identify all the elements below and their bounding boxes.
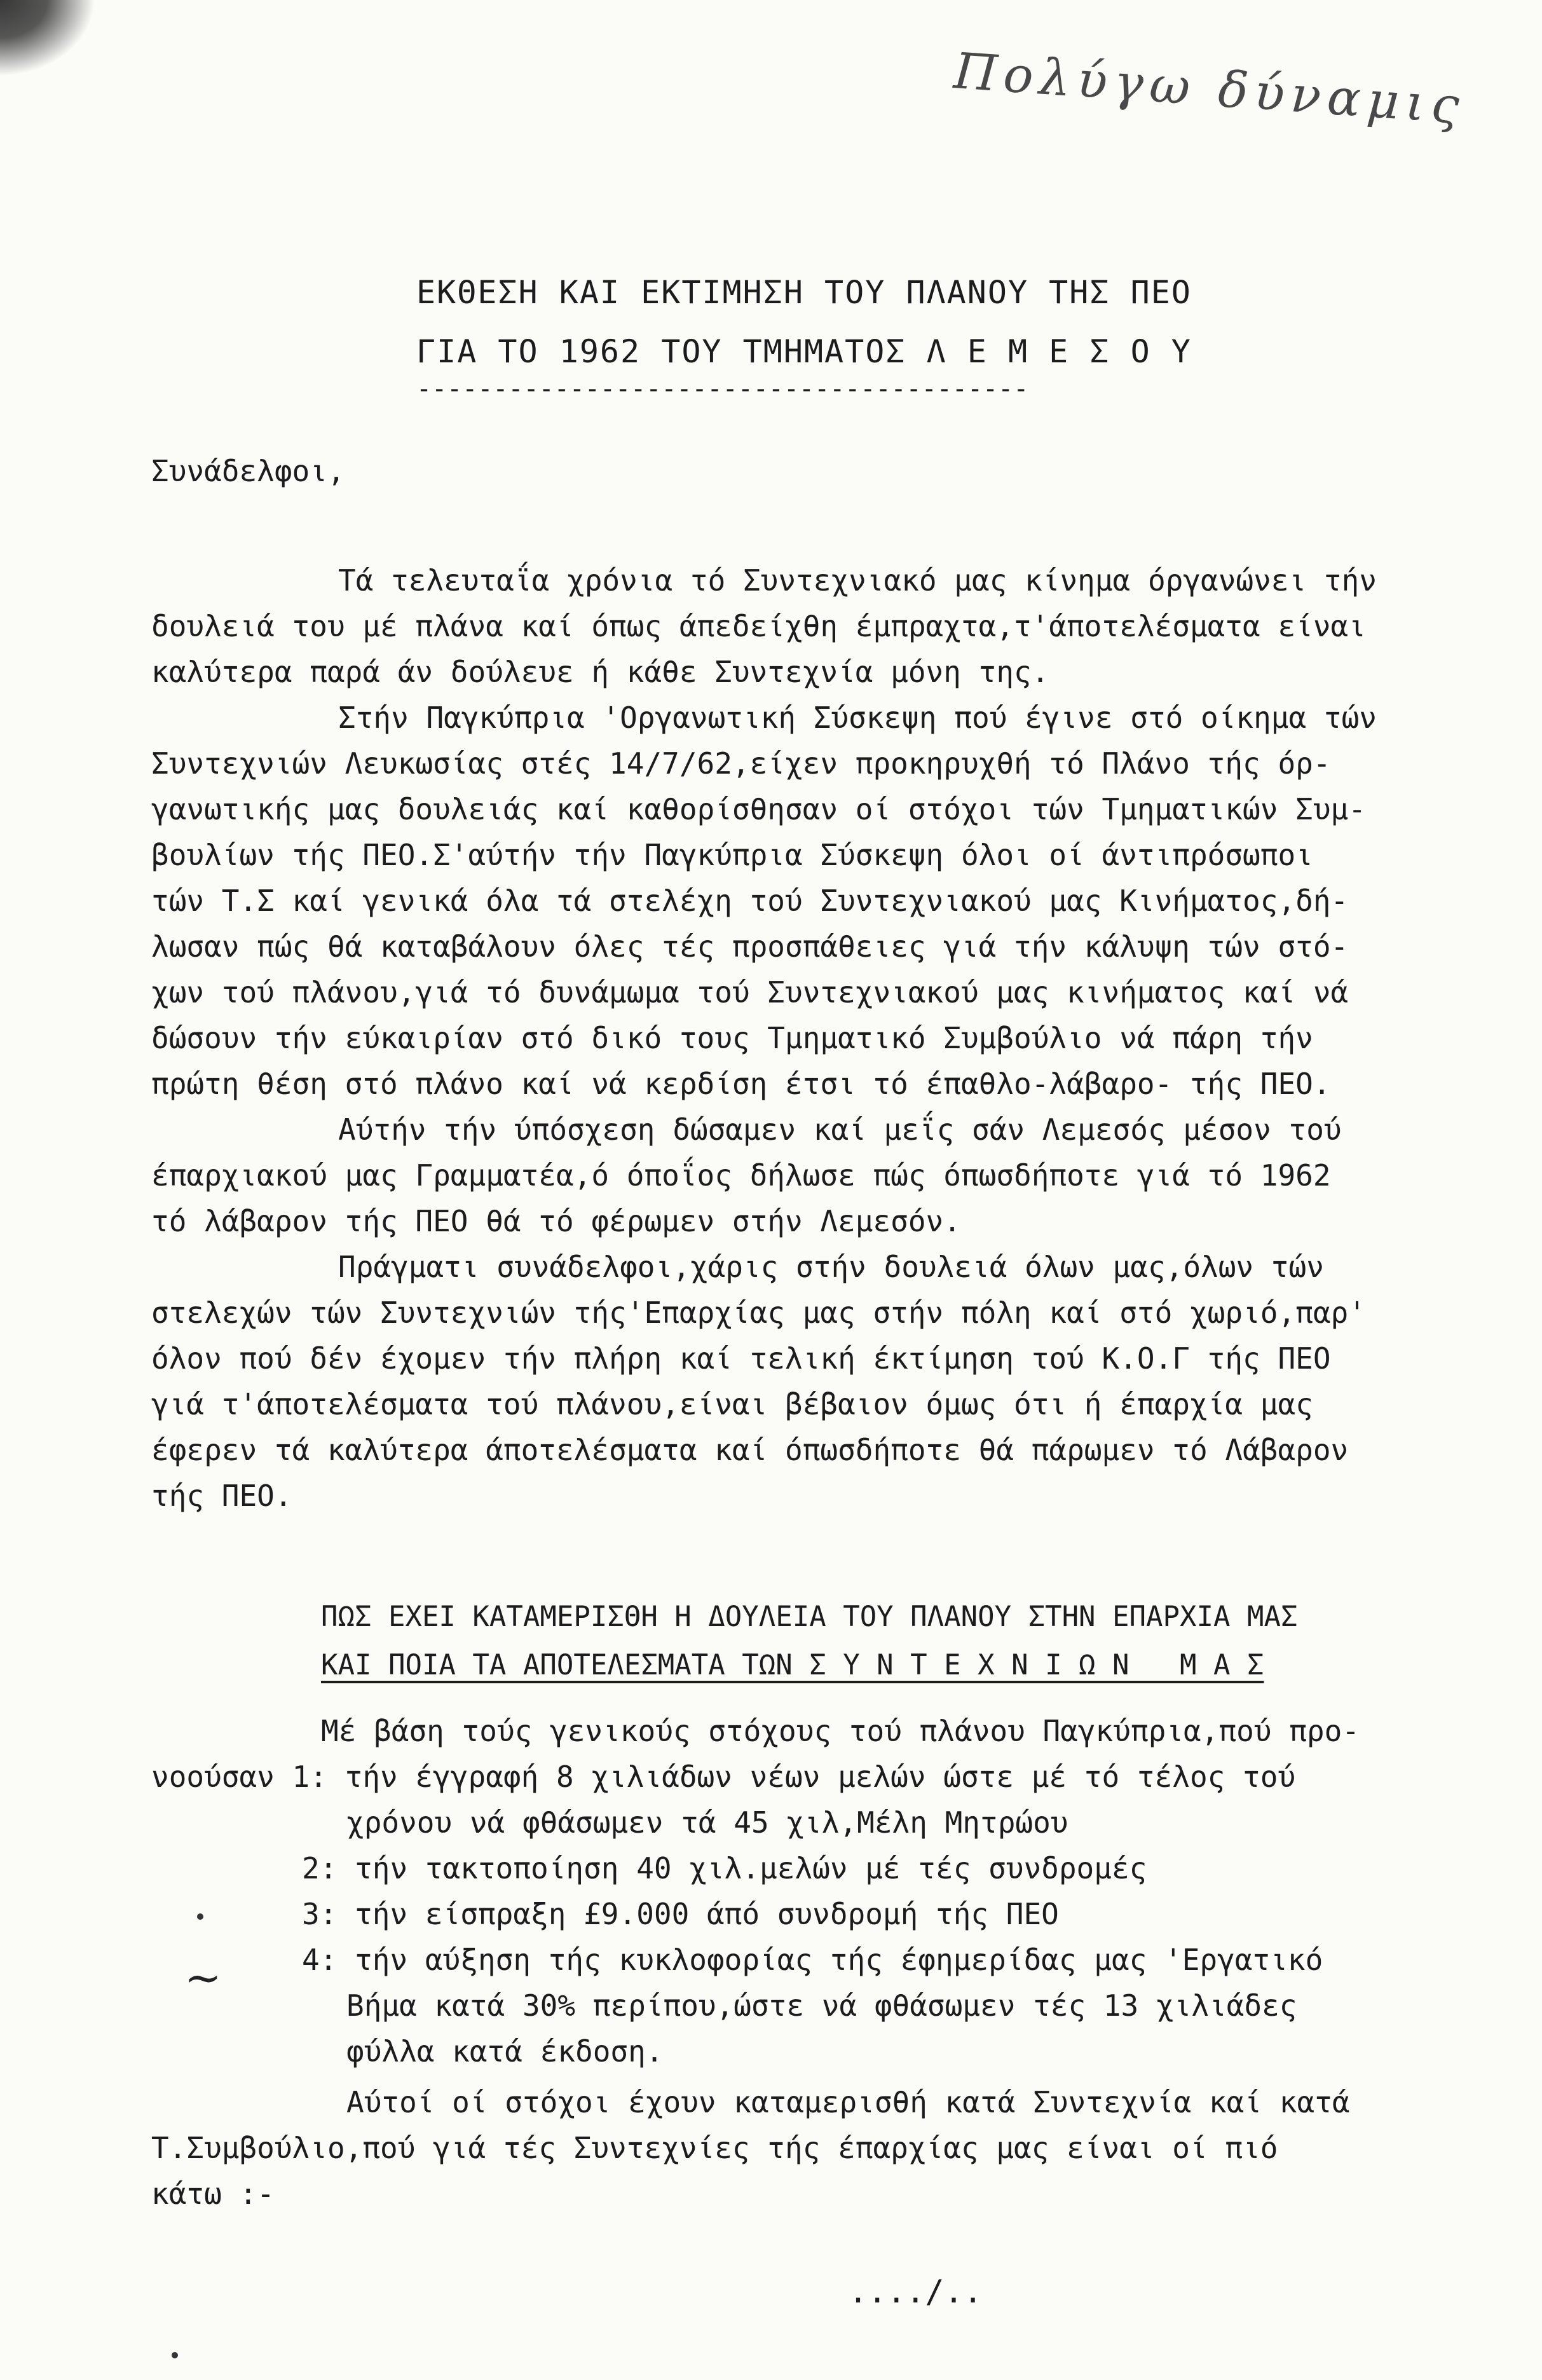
body1-line: πρώτη θέση στό πλάνο καί νά κερδίση έτσι τό έπαθλο-λάβαρο- τής ΠΕΟ. [151,1067,1331,1101]
body1-line: χων τού πλάνου,γιά τό δυνάμωμα τού Συντεχνιακού μας κινήματος καί νά [151,975,1349,1009]
section-heading-line-2: ΚΑΙ ΠΟΙΑ ΤΑ ΑΠΟΤΕΛΕΣΜΑΤΑ ΤΩΝ Σ Υ Ν Τ Ε Χ Ν Ι Ω Ν Μ Α Σ [321,1649,1264,1681]
body1-line: γανωτικής μας δουλειάς καί καθορίσθησαν οί στόχοι τών Τμηματικών Συμ- [151,792,1366,826]
ink-dot [197,1913,203,1920]
body1-line: λωσαν πώς θά καταβάλουν όλες τές προσπάθειες γιά τήν κάλυψη τών στό- [151,929,1349,964]
title-line-2: ΓΙΑ ΤΟ 1962 ΤΟΥ ΤΜΗΜΑΤΟΣ Λ Ε Μ Ε Σ Ο Υ [416,333,1192,370]
body2-line: χρόνου νά φθάσωμεν τά 45 χιλ,Μέλη Μητρώου [346,1805,1068,1840]
title-line-1: ΕΚΘΕΣΗ ΚΑΙ ΕΚΤΙΜΗΣΗ ΤΟΥ ΠΛΑΝΟΥ ΤΗΣ ΠΕΟ [416,274,1192,311]
body2-line: κάτω :- [151,2177,275,2211]
body1-line: Πράγματι συνάδελφοι,χάρις στήν δουλειά όλων μας,όλων τών [338,1250,1324,1284]
body2-line: Μέ βάση τούς γενικούς στόχους τού πλάνου Παγκύπρια,πού προ- [321,1714,1360,1748]
body1-line: Τά τελευταΐα χρόνια τό Συντεχνιακό μας κίνημα όργανώνει τήν [338,563,1377,598]
body2-line: 2: τήν τακτοποίηση 40 χιλ.μελών μέ τές συνδρομές [302,1851,1147,1885]
body1-line: τό λάβαρον τής ΠΕΟ θά τό φέρωμεν στήν Λεμεσόν. [151,1204,961,1238]
body1-line: όλον πού δέν έχομεν τήν πλήρη καί τελική έκτίμηση τού Κ.Ο.Γ τής ΠΕΟ [151,1341,1331,1376]
body1-line: στελεχών τών Συντεχνιών τής'Επαρχίας μας στήν πόλη καί στό χωριό,παρ' [151,1296,1366,1330]
body1-line: τών Τ.Σ καί γενικά όλα τά στελέχη τού Συντεχνιακού μας Κινήματος,δή- [151,884,1349,918]
body1-line: δώσουν τήν εύκαιρίαν στό δικό τους Τμηματικό Συμβούλιο νά πάρη τήν [151,1021,1313,1055]
body1-line: δουλειά του μέ πλάνα καί όπως άπεδείχθη έμπραχτα,τ'άποτελέσματα είναι [151,609,1366,643]
handwritten-note: Πολύγω δύναμις [952,42,1468,136]
body2-line: Τ.Συμβούλιο,πού γιά τές Συντεχνίες τής έπαρχίας μας είναι οί πιό [151,2131,1278,2165]
body1-line: καλύτερα παρά άν δούλευε ή κάθε Συντεχνία μόνη της. [151,655,1049,689]
body2-line: Βήμα κατά 30% περίπου,ώστε νά φθάσωμεν τές 13 χιλιάδες [346,1988,1297,2023]
body1-line: Στήν Παγκύπρια 'Οργανωτική Σύσκεψη πού έγινε στό οίκημα τών [338,701,1377,735]
margin-mark: ~ [184,1952,222,2004]
body1-line: βουλίων τής ΠΕΟ.Σ'αύτήν τήν Παγκύπρια Σύσκεψη όλοι οί άντιπρόσωποι [151,838,1313,872]
salutation: Συνάδελφοι, [151,454,345,488]
body2-line: νοούσαν 1: τήν έγγραφή 8 χιλιάδων νέων μελών ώστε μέ τό τέλος τού [151,1760,1296,1794]
title-rule: ---------------------------------------- [416,374,1029,404]
body1-line: έπαρχιακού μας Γραμματέα,ό όποΐος δήλωσε πώς όπωσδήποτε γιά τό 1962 [151,1158,1331,1193]
body2-line: 3: τήν είσπραξη £9.000 άπό συνδρομή τής ΠΕΟ [302,1897,1059,1931]
body1-line: Αύτήν τήν ύπόσχεση δώσαμεν καί μεΐς σάν Λεμεσός μέσον τού [338,1112,1342,1147]
section-heading-line-1: ΠΩΣ ΕΧΕΙ ΚΑΤΑΜΕΡΙΣΘΗ Η ΔΟΥΛΕΙΑ ΤΟΥ ΠΛΑΝΟΥ ΣΤΗΝ ΕΠΑΡΧΙΑ ΜΑΣ [321,1601,1298,1633]
body2-line: φύλλα κατά έκδοση. [346,2034,664,2069]
body1-line: έφερεν τά καλύτερα άποτελέσματα καί όπωσδήποτε θά πάρωμεν τό Λάβαρον [151,1433,1349,1467]
body1-line: γιά τ'άποτελέσματα τού πλάνου,είναι βέβαιον όμως ότι ή έπαρχία μας [151,1387,1313,1421]
body1-line: τής ΠΕΟ. [151,1479,292,1513]
ink-dot [172,2352,178,2358]
body1-line: Συντεχνιών Λευκωσίας στές 14/7/62,είχεν προκηρυχθή τό Πλάνο τής όρ- [151,746,1331,781]
body2-line: 4: τήν αύξηση τής κυκλοφορίας τής έφημερίδας μας 'Εργατικό [302,1943,1323,1977]
body2-line: Αύτοί οί στόχοι έχουν καταμερισθή κατά Συντεχνία καί κατά [346,2085,1350,2119]
page-continuation: ..../.. [849,2273,983,2310]
scan-corner-smudge [0,0,95,76]
